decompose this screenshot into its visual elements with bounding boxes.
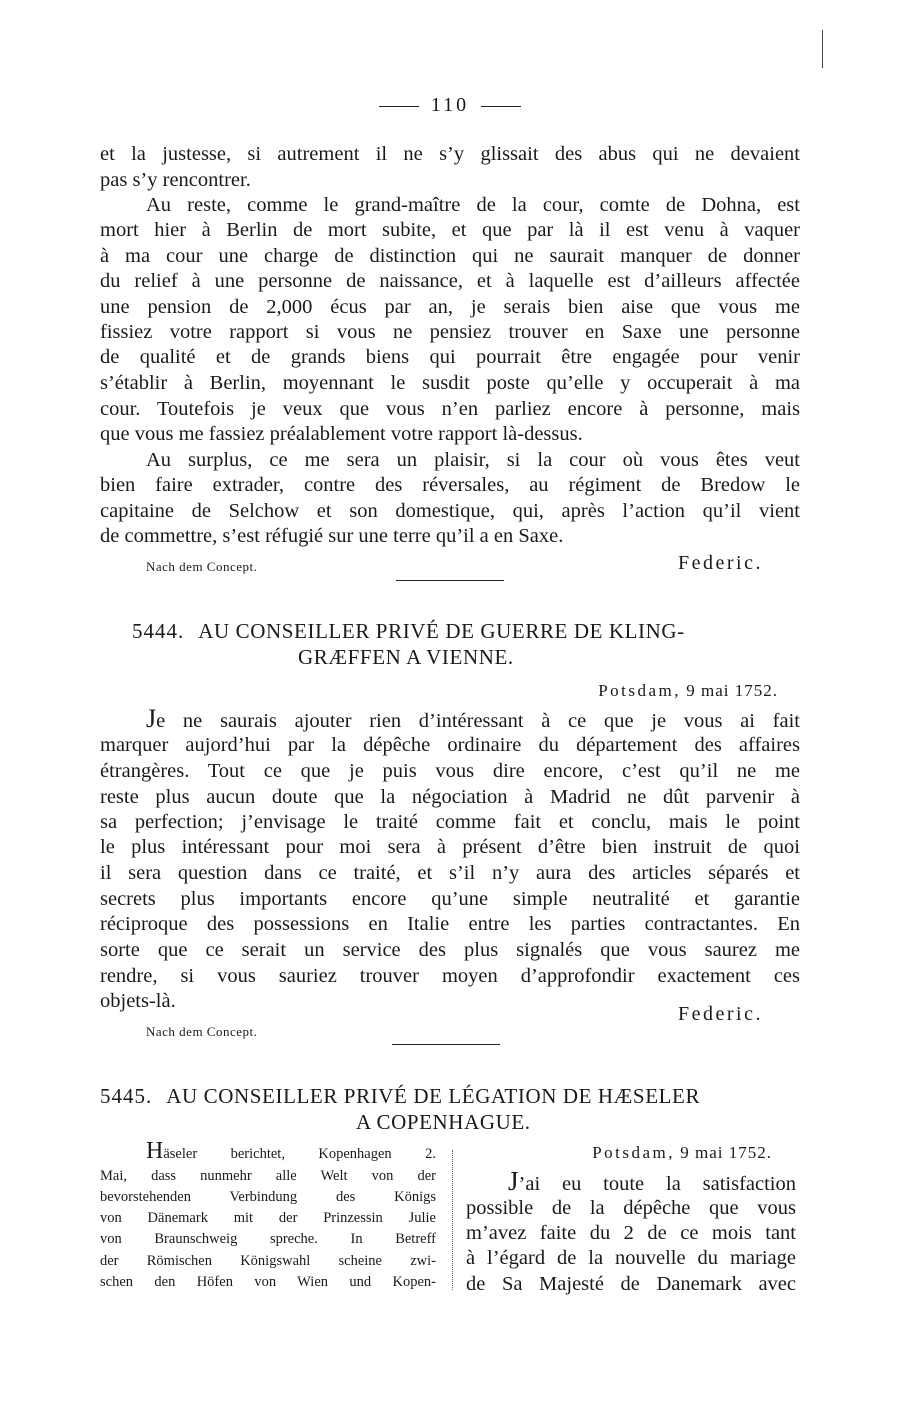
section-divider [392,1044,500,1045]
text-line [466,1166,796,1197]
text-line: sa perfection; j’envisage le traité comme fait et conclu, mais le point [100,811,800,833]
text-line: que vous me fassiez préalablement votre rapport là-dessus. [100,423,583,445]
signature: Federic. [678,552,763,574]
text-line: le plus intéressant pour moi sera à présent d’être bien instruit de quoi [100,836,800,858]
text-line: mort hier à Berlin de mort subite, et que par là il est venu à vaquer [100,219,800,241]
summary-line: Mai, dass nunmehr alle Welt von der [100,1168,436,1184]
text-line: capitaine de Selchow et son domestique, qui, après l’action qu’il vient [100,500,800,522]
text-line: possible de la dépêche que vous [466,1197,796,1219]
text-line: s’établir à Berlin, moyennant le susdit poste qu’elle y occuperait à ma [100,372,800,394]
signature: Federic. [678,1003,763,1025]
summary-line: schen den Höfen von Wien und Kopen- [100,1274,436,1290]
letter-heading [132,619,832,644]
section-divider [396,580,504,581]
header-dash-right [481,106,521,107]
text-line: Au reste, comme le grand-maître de la cour, comte de Dohna, est [146,194,800,216]
summary-line-content: äseler berichtet, Kopenhagen 2. [163,1146,436,1162]
heading-line-1: AU CONSEILLER PRIVÉ DE GUERRE DE KLING- [198,619,685,643]
text-line: de Sa Majesté de Danemark avec [466,1273,796,1295]
page-number: 110 [430,94,470,116]
summary-line: von Braunschweig spreche. In Betreff [100,1231,436,1247]
initial-letter: J [508,1166,519,1196]
text-line: et la justesse, si autrement il ne s’y glissait des abus qui ne devaient [100,143,800,165]
summary-line: bevorstehenden Verbindung des Königs [100,1189,436,1205]
source-note: Nach dem Concept. [146,1024,258,1039]
column-separator [452,1150,453,1290]
text-line: de commettre, s’est réfugié sur une terre qu’il a en Saxe. [100,525,564,547]
header-dash-left [379,106,419,107]
place: Potsdam, [598,681,681,700]
text-line: marquer aujord’hui par la dépêche ordinaire du département des affaires [100,734,800,756]
heading-line-1: AU CONSEILLER PRIVÉ DE LÉGATION DE HÆSELER [166,1084,701,1108]
text-line: Au surplus, ce me sera un plaisir, si la cour où vous êtes veut [146,449,800,471]
letter-number: 5444. [132,619,185,643]
text-line: pas s’y rencontrer. [100,169,251,191]
summary-line: der Römischen Königswahl scheine zwi- [100,1253,436,1269]
dateline [592,1143,772,1163]
text-line: rendre, si vous sauriez trouver moyen d’approfondir exactement ces [100,965,800,987]
initial-letter: H [146,1138,164,1164]
summary-line [100,1138,436,1165]
page-header [0,94,900,117]
text-line: reste plus aucun doute que la négociation à Madrid ne dût parvenir à [100,786,800,808]
text-line: objets-là. [100,990,176,1012]
date: 9 mai 1752. [680,1143,772,1162]
text-line [100,704,800,733]
text-line: secrets plus importants encore qu’une simple neutralité et garantie [100,888,800,910]
text-line: réciproque des possessions en Italie entre les parties contractantes. En [100,913,800,935]
initial-letter: J [146,704,157,733]
source-note: Nach dem Concept. [146,559,258,574]
text-line-content: e ne saurais ajouter rien d’intéressant à ce que je vous ai fait [156,710,800,732]
summary-line: von Dänemark mit der Prinzessin Julie [100,1210,436,1226]
text-line-content: ’ai eu toute la satisfaction [518,1173,796,1195]
text-line: bien faire extrader, contre des réversales, au régiment de Bredow le [100,474,800,496]
text-line: du relief à une personne de naissance, et à laquelle est d’ailleurs affectée [100,270,800,292]
text-line: à ma cour une charge de distinction qui ne saurait manquer de donner [100,245,800,267]
letter-heading [100,1084,800,1109]
text-line: étrangères. Tout ce que je puis vous dire encore, c’est qu’il ne me [100,760,800,782]
text-line: il sera question dans ce traité, et s’il n’y aura des articles séparés et [100,862,800,884]
dateline [598,681,778,701]
text-line: sorte que ce serait un service des plus signalés que vous saurez me [100,939,800,961]
text-line: à l’égard de la nouvelle du mariage [466,1247,796,1269]
margin-mark [822,30,823,68]
text-line: cour. Toutefois je veux que vous n’en parliez encore à personne, mais [100,398,800,420]
text-line: fissiez votre rapport si vous ne pensiez trouver en Saxe une personne [100,321,800,343]
place: Potsdam, [592,1143,675,1162]
letter-number: 5445. [100,1084,153,1108]
heading-line-2: A COPENHAGUE. [356,1110,531,1134]
text-line: m’avez faite du 2 de ce mois tant [466,1222,796,1244]
text-line: de qualité et de grands biens qui pourrait être engagée pour venir [100,346,800,368]
heading-line-2: GRÆFFEN A VIENNE. [298,645,514,669]
date: 9 mai 1752. [686,681,778,700]
text-line: une pension de 2,000 écus par an, je serais bien aise que vous me [100,296,800,318]
